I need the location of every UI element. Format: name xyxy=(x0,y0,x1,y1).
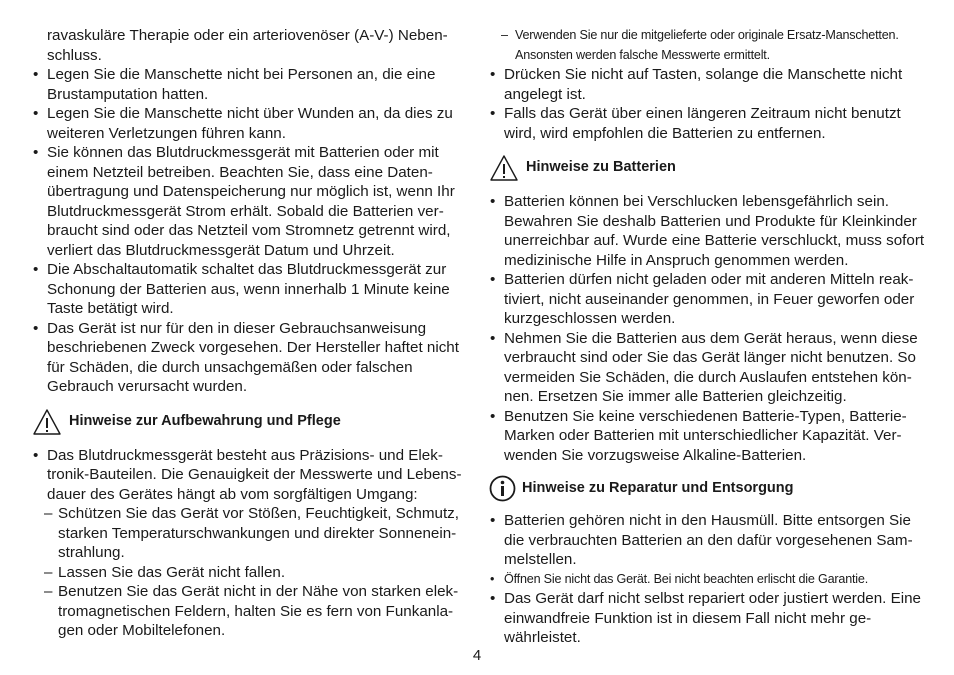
list-item: • Legen Sie die Manschette nicht bei Personen an, die eine Brustamputation hatten. xyxy=(32,65,468,104)
list-item: • Batterien gehören nicht in den Hausmüll. Bitte entsorgen Sie die verbrauchten Batterien an den dafür vorgesehenen Sammelstellen. xyxy=(489,511,929,570)
list-item: • Sie können das Blutdruckmessgerät mit Batterien oder mit einem Netzteil betreiben. Beachten Sie, dass eine Datenübertragung und Datenspeicherung nur möglich ist, wenn Ihr Blutdruckmessgerät Strom erhält. Sobald die Batterien verbraucht sind oder das Netzteil vom Stromnetz getrennt wird, verliert das Blutdruckmessgerät Datum und Uhrzeit. xyxy=(32,143,468,260)
list-item: • Legen Sie die Manschette nicht über Wunden an, da dies zu weiteren Verletzungen führen kann. xyxy=(32,104,468,143)
list-item: • Das Gerät ist nur für den in dieser Gebrauchsanweisung beschriebenen Zweck vorgesehen. Der Hersteller haftet nicht für Schäden, die durch unsachgemäßen oder falschen Gebrauch verursacht wurden. xyxy=(32,319,468,397)
right-column xyxy=(489,26,929,648)
list-item: • Das Blutdruckmessgerät besteht aus Präzisions- und Elektronik-Bauteilen. Die Genauigkeit der Messwerte und Lebensdauer des Gerätes hängt ab vom sorgfältigen Umgang: xyxy=(32,446,468,505)
battery-heading-label: Hinweise zu Batterien xyxy=(526,159,676,176)
repair-heading-label: Hinweise zu Reparatur und Entsorgung xyxy=(522,479,794,496)
list-item: • Die Abschaltautomatik schaltet das Blutdruckmessgerät zur Schonung der Batterien aus, wenn innerhalb 1 Minute keine Taste betätigt wird. xyxy=(32,260,468,319)
warning-icon xyxy=(32,407,62,437)
list-item: • Falls das Gerät über einen längeren Zeitraum nicht benutzt wird, wird empfohlen die Batterien zu entfernen. xyxy=(489,104,929,143)
dash-item: – Benutzen Sie das Gerät nicht in der Nähe von starken elektromagnetischen Feldern, halten Sie es fern von Funkanlagen oder Mobiltelefonen. xyxy=(32,582,468,641)
list-item: • Batterien können bei Verschlucken lebensgefährlich sein. Bewahren Sie deshalb Batterien und Produkte für Kleinkinder unerreichbar auf. Wurde eine Batterie verschluckt, muss sofort medizinische Hilfe in Anspruch genommen werden. xyxy=(489,192,929,270)
dash-item: – Schützen Sie das Gerät vor Stößen, Feuchtigkeit, Schmutz, starken Temperaturschwankungen und direkter Sonneneinstrahlung. xyxy=(32,504,468,563)
intro-text: ravaskuläre Therapie oder ein arteriovenöser (A-V-) Nebenschluss. xyxy=(47,27,448,64)
info-icon xyxy=(489,475,516,502)
dash-item: – Verwenden Sie nur die mitgelieferte oder originale Ersatz-Manschetten. Ansonsten werden falsche Messwerte ermittelt. xyxy=(489,26,929,65)
care-heading-label: Hinweise zur Aufbewahrung und Pflege xyxy=(69,412,341,429)
list-item: • Drücken Sie nicht auf Tasten, solange die Manschette nicht angelegt ist. xyxy=(489,65,929,104)
list-item: • Benutzen Sie keine verschiedenen Batterie-Typen, Batterie-Marken oder Batterien mit unterschiedlicher Kapazität. Verwenden Sie vorzugsweise Alkaline-Batterien. xyxy=(489,407,929,466)
list-item: • Batterien dürfen nicht geladen oder mit anderen Mitteln reaktiviert, nicht auseinander genommen, in Feuer geworfen oder kurzgeschlossen werden. xyxy=(489,270,929,329)
care-heading xyxy=(32,407,468,437)
left-column xyxy=(32,26,468,641)
warning-icon xyxy=(489,153,519,183)
list-item: • Nehmen Sie die Batterien aus dem Gerät heraus, wenn diese verbraucht sind oder Sie das Gerät länger nicht benutzen. So vermeiden Sie Schäden, die durch Auslaufen entstehen können. Ersetzen Sie immer alle Batterien gleichzeitig. xyxy=(489,329,929,407)
repair-heading xyxy=(489,475,929,502)
list-item: • Öffnen Sie nicht das Gerät. Bei nicht beachten erlischt die Garantie. xyxy=(489,570,929,590)
battery-heading xyxy=(489,153,929,183)
page-number: 4 xyxy=(472,647,482,664)
dash-item: – Lassen Sie das Gerät nicht fallen. xyxy=(32,563,468,583)
list-item: • Das Gerät darf nicht selbst repariert oder justiert werden. Eine einwandfreie Funktion ist in diesem Fall nicht mehr gewährleistet. xyxy=(489,589,929,648)
